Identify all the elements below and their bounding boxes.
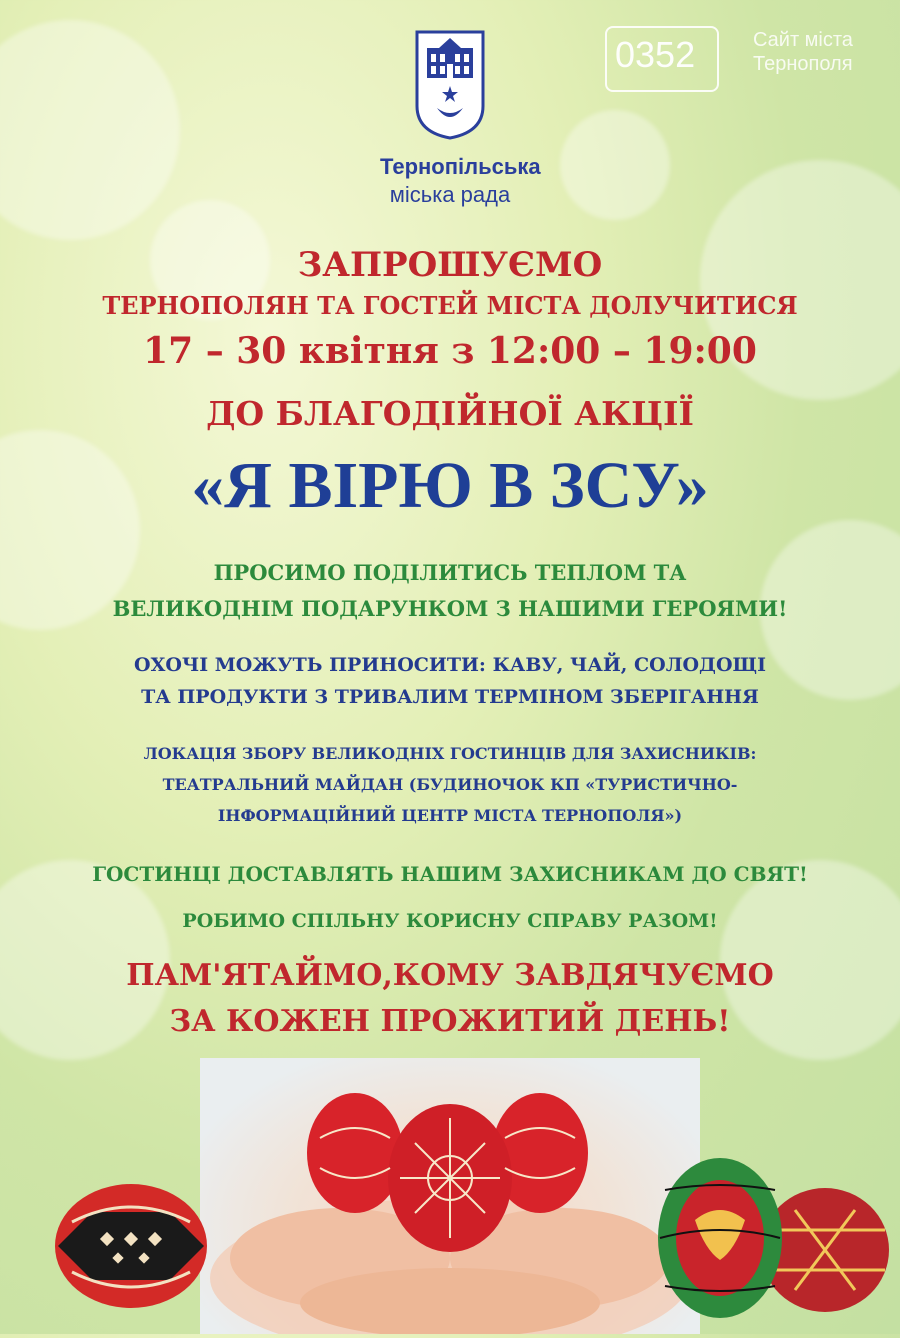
city-name: Тернопільська xyxy=(380,154,541,179)
pysanka-left-icon xyxy=(52,1182,210,1310)
invite-heading: ЗАПРОШУЄМО xyxy=(297,245,603,285)
bring-line-1: ОХОЧІ МОЖУТЬ ПРИНОСИТИ: КАВУ, ЧАЙ, СОЛОДОЩІ xyxy=(134,654,766,676)
ask-line-2: ВЕЛИКОДНІМ ПОДАРУНКОМ З НАШИМИ ГЕРОЯМИ! xyxy=(112,596,788,621)
hands-illustration xyxy=(200,1058,700,1334)
ask-line-1: ПРОСИМО ПОДІЛИТИСЬ ТЕПЛОМ ТА xyxy=(213,560,687,585)
bokeh-light xyxy=(0,20,180,240)
city-council-logo xyxy=(380,28,541,208)
event-dates: 17 – 30 квітня з 12:00 – 19:00 xyxy=(143,330,757,372)
bokeh-light xyxy=(560,110,670,220)
location-line-3: ІНФОРМАЦІЙНИЙ ЦЕНТР МІСТА ТЕРНОПОЛЯ») xyxy=(217,806,683,825)
remember-line-1: ПАМ'ЯТАЙМО,КОМУ ЗАВДЯЧУЄМО xyxy=(126,958,774,993)
watermark-text xyxy=(753,28,853,76)
together-note: РОБИМО СПІЛЬНУ КОРИСНУ СПРАВУ РАЗОМ! xyxy=(182,910,718,932)
city-subtitle: міська рада xyxy=(389,182,511,207)
action-heading: ДО БЛАГОДІЙНОЇ АКЦІЇ xyxy=(206,394,694,433)
city-crest-icon xyxy=(413,28,487,140)
site-watermark xyxy=(605,18,895,108)
location-line-1: ЛОКАЦІЯ ЗБОРУ ВЕЛИКОДНІХ ГОСТИНЦІВ ДЛЯ ЗАХИСНИКІВ: xyxy=(143,744,757,763)
slogan: «Я ВІРЮ В ЗСУ» xyxy=(191,449,709,522)
bring-line-2: ТА ПРОДУКТИ З ТРИВАЛИМ ТЕРМІНОМ ЗБЕРІГАННЯ xyxy=(141,686,759,708)
hands-with-easter-eggs-photo xyxy=(200,1058,700,1334)
watermark-text-line2: Тернополя xyxy=(753,53,853,75)
watermark-text-line1: Сайт міста xyxy=(753,29,853,51)
invite-subheading: ТЕРНОПОЛЯН ТА ГОСТЕЙ МІСТА ДОЛУЧИТИСЯ xyxy=(102,291,798,320)
watermark-number: 0352 xyxy=(615,34,696,75)
remember-line-2: ЗА КОЖЕН ПРОЖИТИЙ ДЕНЬ! xyxy=(169,1004,731,1039)
location-line-2: ТЕАТРАЛЬНИЙ МАЙДАН (БУДИНОЧОК КП «ТУРИСТИЧНО- xyxy=(162,775,738,794)
pysanky-right-icon xyxy=(655,1150,895,1320)
delivery-note: ГОСТИНЦІ ДОСТАВЛЯТЬ НАШИМ ЗАХИСНИКАМ ДО СВЯТ! xyxy=(92,862,808,886)
